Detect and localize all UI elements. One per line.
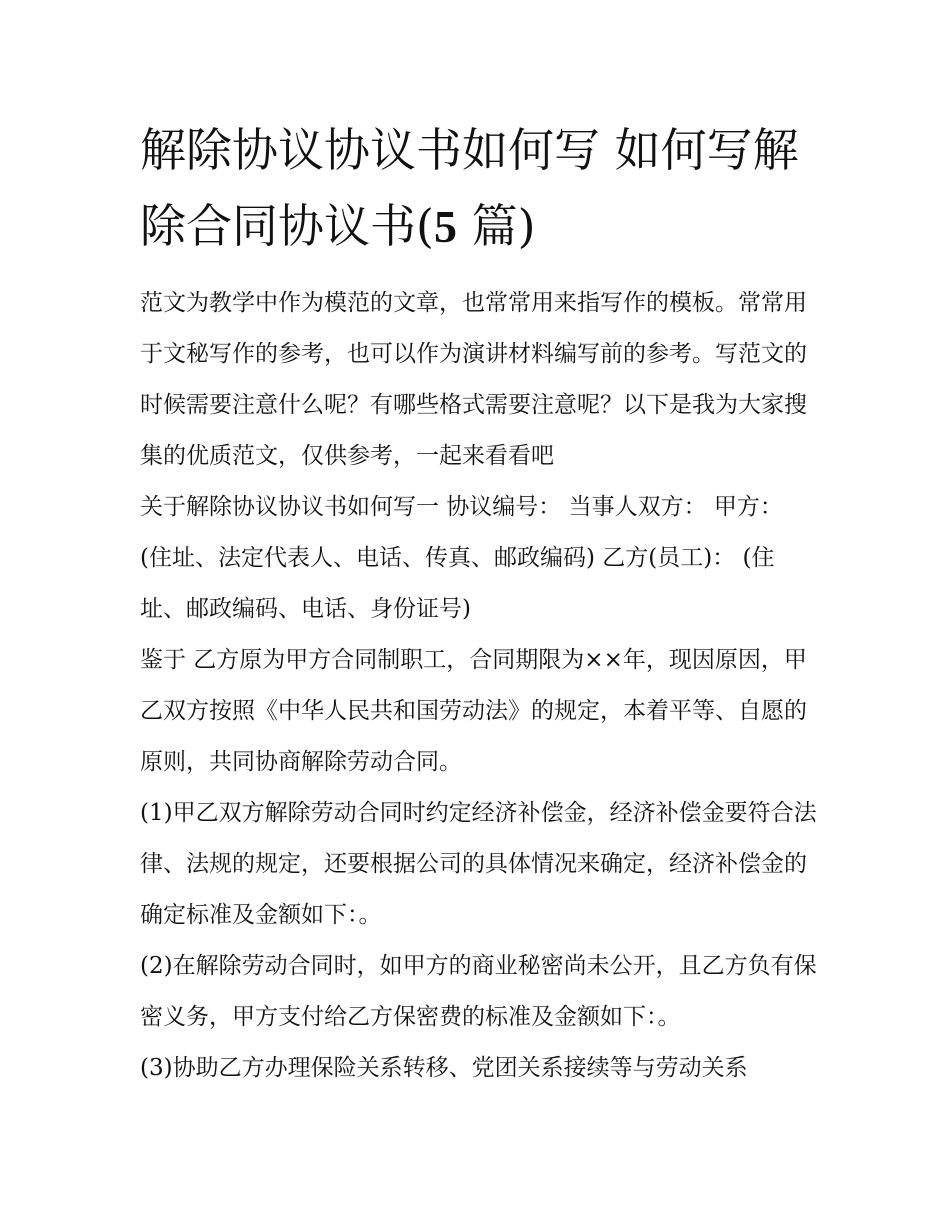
document-title-suffix: 篇) bbox=[456, 199, 536, 253]
document-body bbox=[140, 278, 820, 1094]
agreement-header-paragraph: 关于解除协议协议书如何写一 协议编号： 当事人双方： 甲方： (住址、法定代表人、电话、传真、邮政编码) 乙方(员工)： (住址、邮政编码、电话、身份证号) bbox=[140, 494, 783, 622]
intro-paragraph: 范文为教学中作为模范的文章，也常常用来指写作的模板。常常用于文秘写作的参考，也可以作为演讲材料编写前的参考。写范文的时候需要注意什么呢？有哪些格式需要注意呢？以下是我为大家搜集的优质范文，仅供参考，一起来看看吧 bbox=[140, 290, 807, 469]
document-title bbox=[140, 112, 840, 265]
whereas-paragraph: 鉴于 乙方原为甲方合同制职工，合同期限为××年，现因原因，甲乙双方按照《中华人民共和国劳动法》的规定，本着平等、自愿的原则，共同协商解除劳动合同。 bbox=[140, 647, 807, 775]
clause-2-paragraph: (2)在解除劳动合同时，如甲方的商业秘密尚未公开，且乙方负有保密义务，甲方支付给乙方保密费的标准及金额如下：。 bbox=[140, 953, 817, 1030]
clause-1-paragraph: (1)甲乙双方解除劳动合同时约定经济补偿金，经济补偿金要符合法律、法规的规定，还要根据公司的具体情况来确定，经济补偿金的确定标准及金额如下：。 bbox=[140, 800, 817, 928]
clause-3-paragraph: (3)协助乙方办理保险关系转移、党团关系接续等与劳动关系 bbox=[140, 1055, 748, 1081]
document-title-number: 5 bbox=[433, 201, 457, 252]
document-title-text: 解除协议协议书如何写 如何写解除合同协议书( bbox=[140, 123, 799, 253]
